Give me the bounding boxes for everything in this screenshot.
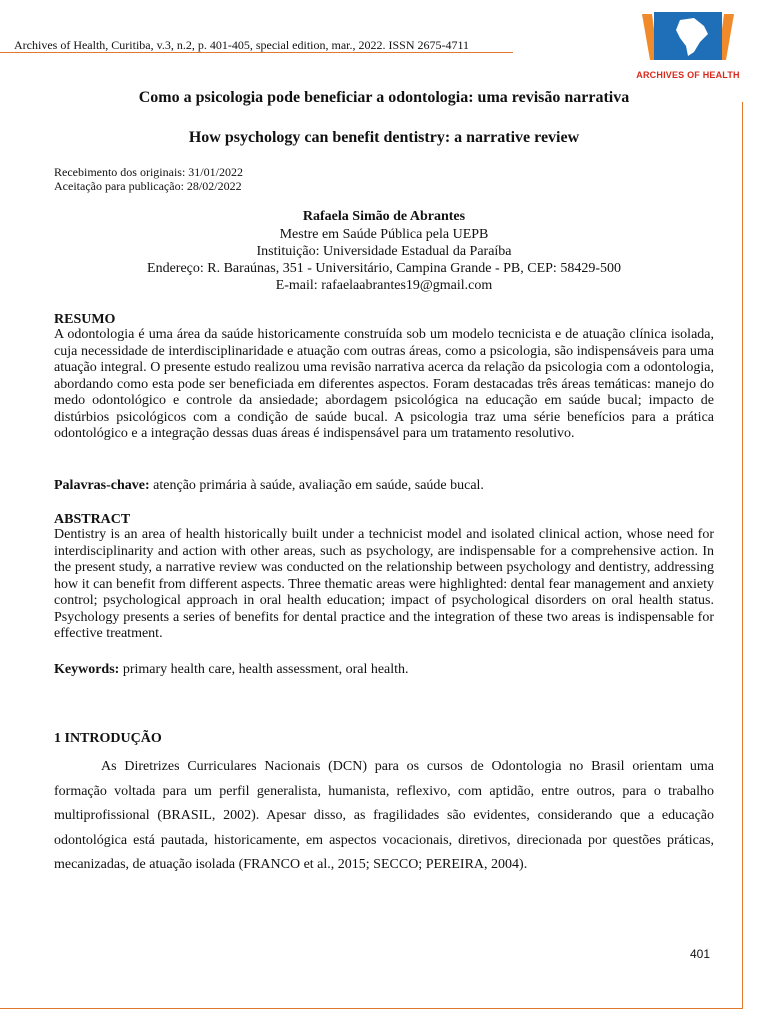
- author-address: Endereço: R. Baraúnas, 351 - Universitário, Campina Grande - PB, CEP: 58429-500: [147, 261, 621, 276]
- logo-emblem: [642, 12, 734, 60]
- abstract-text: Dentistry is an area of health historically built under a technicist model and isolated clinical action, whose need for interdisciplinarity and action with other areas, such as psychology, are indispensable for a comprehensive action. In the present study, a narrative review was conducted on the relationship between psychology and dentistry, addressing how it can benefit from different aspects. Three thematic areas were highlighted: dental fear management and anxiety control; psychological approach in oral health education; impact of psychological disorders on oral health status. Psychology presents a series of benefits for dental practice and the integration of these two areas is indispensable for effective treatment.: [54, 527, 714, 641]
- author-email: E-mail: rafaelaabrantes19@gmail.com: [275, 278, 493, 293]
- author-institution: Instituição: Universidade Estadual da Paraíba: [256, 244, 512, 259]
- accepted-date: Aceitação para publicação: 28/02/2022: [54, 179, 242, 193]
- palavras-chave-label: Palavras-chave:: [54, 478, 150, 493]
- palavras-chave-text: atenção primária à saúde, avaliação em saúde, saúde bucal.: [153, 478, 484, 493]
- resumo-text: A odontologia é uma área da saúde historicamente construída sob um modelo tecnicista e de atuação clínica isolada, cuja necessidade de interdisciplinaridade e atuação com outras áreas, como a psicologia, são indispensáveis para uma atuação integral. O presente estudo realizou uma revisão narrativa acerca da relação da psicologia com a odontologia, abordando como esta pode ser beneficiada em diferentes aspectos. Foram destacadas três áreas temáticas: manejo do medo odontológico e controle da ansiedade; abordagem psicológica na educação em saúde bucal; impacto de distúrbios psicológicos com a condição de saúde bucal. A psicologia traz uma série benefícios para a prática odontológico e a integração dessas duas áreas é indispensável para um tratamento resolutivo.: [54, 327, 714, 441]
- page-border-bottom: [0, 1008, 743, 1009]
- keywords-text: primary health care, health assessment, oral health.: [122, 662, 409, 677]
- resumo-heading: RESUMO: [54, 312, 116, 327]
- palavras-chave: [54, 478, 714, 495]
- title-english: How psychology can benefit dentistry: a narrative review: [188, 129, 580, 146]
- keywords: [54, 662, 714, 679]
- logo-text: ARCHIVES OF HEALTH: [636, 70, 740, 80]
- introduction-text: As Diretrizes Curriculares Nacionais (DCN) para os cursos de Odontologia no Brasil orientam uma formação voltada para um perfil generalista, humanista, reflexivo, com aptidão, entre outros, para o trabalho multiprofissional (BRASIL, 2002). Apesar disso, as fragilidades são evidentes, considerando que a educação odontológica está pautada, historicamente, em aspectos vocacionais, diretivos, direcionada por questões práticas, mecanizadas, de atuação isolada (FRANCO et al., 2015; SECCO; PEREIRA, 2004).: [54, 759, 714, 873]
- author-name: Rafaela Simão de Abrantes: [302, 209, 466, 224]
- page-number: 401: [690, 947, 711, 961]
- keywords-label: Keywords:: [54, 662, 120, 677]
- author-degree: Mestre em Saúde Pública pela UEPB: [279, 227, 489, 242]
- received-date: Recebimento dos originais: 31/01/2022: [54, 165, 243, 179]
- title-portuguese: Como a psicologia pode beneficiar a odontologia: uma revisão narrativa: [138, 89, 630, 106]
- introduction-heading: 1 INTRODUÇÃO: [54, 731, 162, 746]
- abstract-heading: ABSTRACT: [54, 512, 131, 527]
- journal-citation: Archives of Health, Curitiba, v.3, n.2, p. 401-405, special edition, mar., 2022. ISSN 2675-4711: [14, 38, 470, 52]
